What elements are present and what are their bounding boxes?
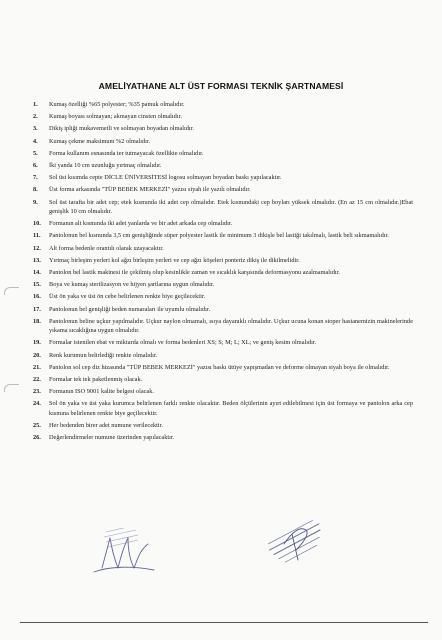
spec-item-number: 4. bbox=[33, 137, 38, 145]
spec-item-number: 20. bbox=[33, 351, 41, 359]
spec-item-number: 21. bbox=[33, 363, 41, 371]
spec-item bbox=[33, 268, 413, 278]
spec-item bbox=[33, 292, 413, 302]
spec-item bbox=[33, 363, 413, 373]
spec-item bbox=[33, 280, 413, 290]
spec-item-number: 8. bbox=[33, 186, 38, 194]
spec-item bbox=[33, 399, 413, 418]
spec-item-text: Kumaş özelliği %65 polyester; %35 pamuk olmalıdır. bbox=[49, 101, 185, 108]
spec-item-number: 14. bbox=[33, 268, 41, 276]
spec-item-text: Formalar tek tek paketlenmiş olacak. bbox=[49, 375, 143, 383]
spec-item-text: Forma kullanım esnasında ter tutmayacak özellikte olmalıdır. bbox=[49, 149, 204, 157]
spec-item bbox=[33, 173, 413, 183]
spec-item bbox=[33, 137, 413, 147]
spec-item-text: Yırtmaç birleşim yerleri kol ağzı birleşim yerleri ve cep ağzı köşeleri ponteriz dikiş ile dikilmelidir. bbox=[49, 256, 300, 264]
spec-item-text: Pantolon bel lastik makinesi ile çekilmiş olup kesinlikle zaman ve sıcaklık karşısında deformasyonu azalmamalıdır. bbox=[49, 268, 340, 276]
spec-item-text: Dikiş ipliği mukavemetli ve solmayan boyadan olmalıdır. bbox=[49, 125, 194, 133]
spec-item bbox=[33, 351, 413, 361]
left-margin-mark bbox=[4, 287, 19, 295]
spec-item-number: 3. bbox=[33, 125, 38, 133]
spec-item bbox=[33, 124, 413, 134]
official-stamp-right bbox=[262, 510, 332, 570]
spec-item-number: 6. bbox=[33, 161, 38, 169]
spec-item-text: Her bedenden birer adet numune verilecektir. bbox=[49, 422, 163, 429]
spec-item bbox=[33, 100, 413, 110]
spec-item bbox=[33, 149, 413, 159]
document-title: AMELİYATHANE ALT ÜST FORMASI TEKNİK ŞARTNAMESİ bbox=[98, 81, 344, 91]
spec-item bbox=[33, 305, 413, 315]
spec-item bbox=[33, 421, 413, 431]
spec-item-text: Üst ön yaka ve üst ön cebe belirlenen renkte biye geçilecektir. bbox=[49, 293, 206, 301]
spec-item-number: 10. bbox=[33, 220, 41, 228]
spec-item-number: 24. bbox=[33, 400, 41, 408]
spec-item-number: 7. bbox=[33, 174, 38, 182]
spec-item-text: Formanın ISO 9001 kalite belgesi olacak. bbox=[49, 388, 154, 396]
signature-stamp-left bbox=[88, 528, 160, 576]
spec-item-number: 12. bbox=[33, 244, 41, 252]
spec-item bbox=[33, 256, 413, 266]
spec-item-number: 23. bbox=[33, 388, 41, 396]
spec-item-text: Renk kurumun belirlediği renkte olmalıdır. bbox=[49, 351, 158, 359]
spec-item-number: 17. bbox=[33, 305, 41, 313]
spec-item-text: Pantolonun bel kısmında 3,5 cm genişliğinde süper polyester lastik ile minimum 3 dikişle bel lastiği takılmalı, lastik beli sıkmamalıdır. bbox=[49, 232, 389, 240]
spec-item-number: 15. bbox=[33, 281, 41, 289]
spec-item-number: 5. bbox=[33, 149, 38, 157]
spec-item-number: 1. bbox=[33, 101, 38, 108]
spec-item-number: 9. bbox=[33, 198, 38, 206]
spec-item-number: 19. bbox=[33, 339, 41, 347]
spec-item bbox=[33, 244, 413, 254]
spec-item-text: Pantolonun beline uçkur yapılmalıdır. Uçkur naylon olmamalı, ısıya dayanıklı olmalıdır. Uçkur ucuna konan stoper hastanemizin makinelerinde yıkama sıcaklığına uygun olmalıdır. bbox=[49, 317, 413, 335]
spec-item bbox=[33, 231, 413, 241]
spec-item bbox=[33, 375, 413, 385]
spec-item bbox=[33, 219, 413, 229]
spec-item-number: 22. bbox=[33, 375, 41, 383]
spec-item-text: Formalar istenilen ebat ve miktarda olmalı ve forma bedenleri XS; S; M; L; XL; ve geniş kesim olmalıdır. bbox=[49, 339, 317, 347]
spec-item bbox=[33, 112, 413, 122]
spec-item-text: Üst forma arkasında "TÜP BEBEK MERKEZİ" yazısı siyah ile yazılı olmalıdır. bbox=[49, 186, 251, 194]
spec-item-text: Sol ön yaka ve üst yaka kurumca belirlenen farklı renkte olacaktır. Beden ölçülerinin ayırt edilebilmesi için üst formaya ve pantolon arka cep kısmına belirlenen renkte biye geçilecektir. bbox=[49, 400, 413, 417]
spec-item-text: Pantolon sol cep diz hizasında "TÜP BEBEK MERKEZİ" yazısı baskı ütüye yapışmadan ve deforme olmayan siyah boya ile olmalıdır. bbox=[49, 363, 390, 371]
spec-item-number: 25. bbox=[33, 422, 41, 429]
spec-item-text: Sol üst kısımda cepte DİCLE ÜNİVERSİTESİ logosu solmayan boyadan baskı yapılacaktır. bbox=[49, 174, 282, 182]
spec-item-number: 26. bbox=[33, 434, 41, 442]
spec-item-number: 11. bbox=[33, 232, 41, 240]
spec-item-text: Formanın alt kısmında iki adet yanlarda ve bir adet arkada cep olmalıdır. bbox=[49, 220, 233, 228]
spec-item bbox=[33, 433, 413, 443]
spec-item bbox=[33, 317, 413, 336]
spec-item-text: Kumaş çekme maksimum %2 olmalıdır. bbox=[49, 137, 151, 145]
spec-item-number: 16. bbox=[33, 293, 41, 301]
spec-item bbox=[33, 185, 413, 195]
spec-item bbox=[33, 338, 413, 348]
spec-item-text: Pantolonun bel genişliği beden numaraları ile uyumlu olmalıdır. bbox=[49, 305, 211, 313]
spec-item bbox=[33, 198, 413, 217]
spec-item-text: İki yanda 10 cm uzunluğu yırtmaç olmalıdır. bbox=[49, 161, 162, 169]
spec-item-text: Değerlendirmeler numune üzerinden yapılacaktır. bbox=[49, 434, 175, 442]
specification-list bbox=[33, 100, 413, 445]
spec-item bbox=[33, 161, 413, 171]
spec-item bbox=[33, 387, 413, 397]
spec-item-number: 13. bbox=[33, 256, 41, 264]
spec-item-number: 2. bbox=[33, 113, 38, 121]
left-margin-mark bbox=[4, 384, 19, 392]
spec-item-text: Kumaş boyası solmayan; akmayan cinsten olmalıdır. bbox=[49, 113, 182, 121]
spec-item-text: Alt forma bedenle orantılı olarak uzayacaktır. bbox=[49, 244, 164, 252]
footer-rule bbox=[20, 622, 428, 623]
spec-item-number: 18. bbox=[33, 317, 41, 325]
spec-item-text: Boya ve kumaş sterilizasyon ve hijyen şartlarına uygun olmalıdır. bbox=[49, 281, 215, 289]
spec-item-text: Sol üst tarafta bir adet cep; etek kısmında iki adet cep olmalıdır. Etek kısmındaki cep boyları yüksek olmalıdır. (En az 15 cm olmalıdır.)Ebat genişlik 10 cm olmalıdır. bbox=[49, 198, 413, 215]
